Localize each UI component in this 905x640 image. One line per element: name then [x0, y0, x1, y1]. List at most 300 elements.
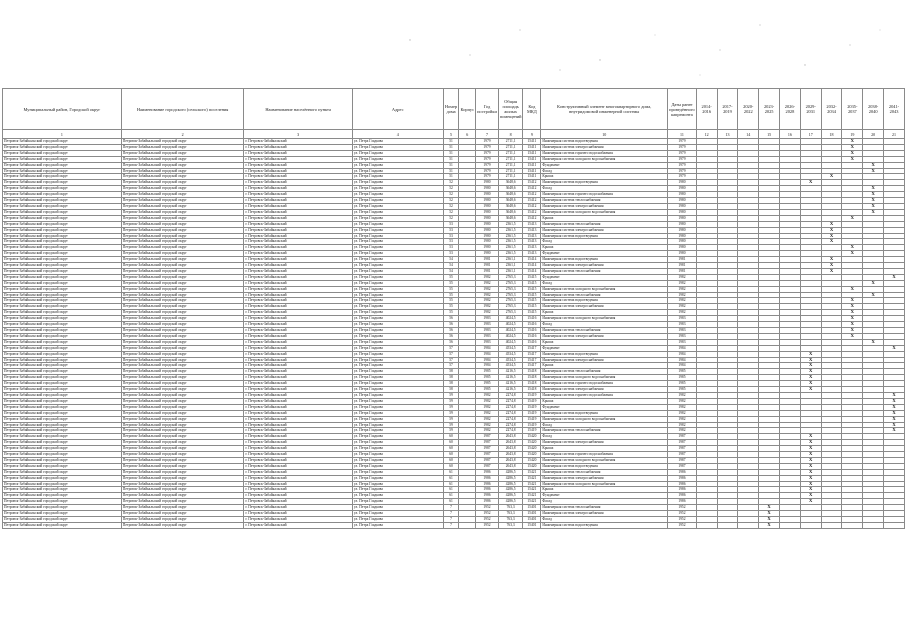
cell-year: 1981: [476, 257, 499, 263]
cell-code: 15412: [523, 186, 541, 192]
cell-element: Инженерная система теплоснабжения: [541, 328, 668, 334]
cell-year: 1982: [476, 416, 499, 422]
cell-element: Крыша: [541, 398, 668, 404]
cell-dates: 1983: [668, 333, 697, 339]
cell-code: 15414: [523, 263, 541, 269]
cell-period-mark: X: [800, 463, 821, 469]
cell-code: 15416: [523, 316, 541, 322]
cell-area: 4216,5: [498, 381, 523, 387]
cell-code: 15418: [523, 369, 541, 375]
cell-house: 58: [443, 369, 459, 375]
cell-district: Петровск-Забайкальский городской округ: [3, 180, 122, 186]
cell-element: Фасад: [541, 280, 668, 286]
cell-district: Петровск-Забайкальский городской округ: [3, 280, 122, 286]
table-row: [3, 522, 905, 528]
cell-locality: г. Петровск-Забайкальский: [244, 452, 352, 458]
column-index: 2: [121, 130, 244, 139]
cell-settlement: Петровск-Забайкальский городской округ: [121, 150, 244, 156]
cell-address: ул. Петра Гладкова: [352, 369, 443, 375]
cell-locality: г. Петровск-Забайкальский: [244, 398, 352, 404]
cell-settlement: Петровск-Забайкальский городской округ: [121, 209, 244, 215]
cell-area: 2274,8: [498, 404, 523, 410]
cell-code: 15401: [523, 517, 541, 523]
cell-settlement: Петровск-Забайкальский городской округ: [121, 463, 244, 469]
cell-house: 60: [443, 446, 459, 452]
cell-element: Фасад: [541, 322, 668, 328]
cell-period-mark: [717, 522, 738, 528]
cell-dates: 1986: [668, 481, 697, 487]
cell-house: 53: [443, 245, 459, 251]
cell-settlement: Петровск-Забайкальский городской округ: [121, 239, 244, 245]
cell-area: 2274,8: [498, 422, 523, 428]
cell-year: 1979: [476, 168, 499, 174]
cell-year: 1979: [476, 174, 499, 180]
cell-year: 1986: [476, 493, 499, 499]
cell-locality: г. Петровск-Забайкальский: [244, 322, 352, 328]
cell-settlement: Петровск-Забайкальский городской округ: [121, 522, 244, 528]
cell-code: 15419: [523, 404, 541, 410]
column-index: 21: [884, 130, 905, 139]
cell-period-mark: X: [759, 505, 780, 511]
cell-settlement: Петровск-Забайкальский городской округ: [121, 245, 244, 251]
cell-code: 15417: [523, 363, 541, 369]
cell-locality: г. Петровск-Забайкальский: [244, 457, 352, 463]
column-header: 2026-2028: [779, 89, 800, 130]
cell-district: Петровск-Забайкальский городской округ: [3, 469, 122, 475]
cell-settlement: Петровск-Забайкальский городской округ: [121, 156, 244, 162]
cell-dates: 1980: [668, 203, 697, 209]
cell-code: 15419: [523, 422, 541, 428]
cell-element: Инженерная система электроснабжения: [541, 263, 668, 269]
column-index: 5: [443, 130, 459, 139]
cell-period-mark: X: [884, 398, 905, 404]
cell-district: Петровск-Забайкальский городской округ: [3, 434, 122, 440]
cell-locality: г. Петровск-Забайкальский: [244, 463, 352, 469]
cell-dates: 1952: [668, 522, 697, 528]
column-index: 7: [476, 130, 499, 139]
cell-year: 1982: [476, 428, 499, 434]
cell-element: Инженерная система электроснабжения: [541, 357, 668, 363]
cell-settlement: Петровск-Забайкальский городской округ: [121, 192, 244, 198]
cell-district: Петровск-Забайкальский городской округ: [3, 192, 122, 198]
cell-address: ул. Петра Гладкова: [352, 517, 443, 523]
cell-area: 2711,1: [498, 144, 523, 150]
column-index: 12: [696, 130, 717, 139]
cell-address: ул. Петра Гладкова: [352, 310, 443, 316]
cell-year: 1982: [476, 274, 499, 280]
cell-district: Петровск-Забайкальский городской округ: [3, 375, 122, 381]
cell-address: ул. Петра Гладкова: [352, 505, 443, 511]
cell-element: Фасад: [541, 168, 668, 174]
cell-locality: г. Петровск-Забайкальский: [244, 203, 352, 209]
cell-year: 1982: [476, 286, 499, 292]
cell-address: ул. Петра Гладкова: [352, 186, 443, 192]
cell-year: 1980: [476, 203, 499, 209]
cell-locality: г. Петровск-Забайкальский: [244, 345, 352, 351]
cell-year: 1979: [476, 139, 499, 145]
cell-settlement: Петровск-Забайкальский городской округ: [121, 215, 244, 221]
cell-settlement: Петровск-Забайкальский городской округ: [121, 257, 244, 263]
cell-period-mark: X: [821, 268, 842, 274]
cell-locality: г. Петровск-Забайкальский: [244, 150, 352, 156]
column-index: 17: [800, 130, 821, 139]
cell-code: 15415: [523, 304, 541, 310]
spreadsheet: [2, 88, 905, 529]
cell-code: 15412: [523, 203, 541, 209]
cell-code: 15411: [523, 139, 541, 145]
cell-settlement: Петровск-Забайкальский городской округ: [121, 227, 244, 233]
cell-locality: г. Петровск-Забайкальский: [244, 251, 352, 257]
cell-house: 51: [443, 174, 459, 180]
cell-dates: 1979: [668, 162, 697, 168]
cell-element: Крыша: [541, 310, 668, 316]
cell-address: ул. Петра Гладкова: [352, 493, 443, 499]
cell-address: ул. Петра Гладкова: [352, 469, 443, 475]
cell-period-mark: [779, 522, 800, 528]
cell-code: 15413: [523, 233, 541, 239]
cell-district: Петровск-Забайкальский городской округ: [3, 198, 122, 204]
cell-dates: 1981: [668, 268, 697, 274]
cell-house: 59: [443, 428, 459, 434]
cell-address: ул. Петра Гладкова: [352, 481, 443, 487]
cell-locality: г. Петровск-Забайкальский: [244, 493, 352, 499]
cell-period-mark: X: [842, 328, 863, 334]
cell-address: ул. Петра Гладкова: [352, 144, 443, 150]
cell-settlement: Петровск-Забайкальский городской округ: [121, 369, 244, 375]
column-index: 9: [523, 130, 541, 139]
cell-house: 58: [443, 375, 459, 381]
cell-locality: г. Петровск-Забайкальский: [244, 381, 352, 387]
cell-locality: г. Петровск-Забайкальский: [244, 428, 352, 434]
cell-settlement: Петровск-Забайкальский городской округ: [121, 298, 244, 304]
cell-area: 2361,5: [498, 233, 523, 239]
cell-element: Фасад: [541, 517, 668, 523]
cell-address: ул. Петра Гладкова: [352, 345, 443, 351]
cell-period-mark: [821, 522, 842, 528]
cell-code: 15412: [523, 215, 541, 221]
cell-period-mark: X: [884, 416, 905, 422]
cell-area: 2711,1: [498, 168, 523, 174]
cell-area: 4216,5: [498, 387, 523, 393]
cell-locality: г. Петровск-Забайкальский: [244, 292, 352, 298]
cell-year: 1984: [476, 357, 499, 363]
cell-code: 15415: [523, 310, 541, 316]
cell-district: Петровск-Забайкальский городской округ: [3, 369, 122, 375]
cell-house: 59: [443, 392, 459, 398]
column-header: Адрес: [352, 89, 443, 130]
cell-period-mark: X: [800, 446, 821, 452]
cell-period-mark: X: [800, 452, 821, 458]
cell-address: ул. Петра Гладкова: [352, 487, 443, 493]
cell-locality: г. Петровск-Забайкальский: [244, 446, 352, 452]
cell-period-mark: X: [842, 150, 863, 156]
cell-period-mark: X: [842, 245, 863, 251]
cell-element: Фундамент: [541, 345, 668, 351]
cell-year: 1980: [476, 198, 499, 204]
cell-house: 51: [443, 168, 459, 174]
cell-dates: 1980: [668, 233, 697, 239]
cell-district: Петровск-Забайкальский городской округ: [3, 351, 122, 357]
cell-house: 52: [443, 186, 459, 192]
cell-address: ул. Петра Гладкова: [352, 410, 443, 416]
cell-dates: 1980: [668, 215, 697, 221]
cell-house: 57: [443, 351, 459, 357]
cell-element: Фундамент: [541, 162, 668, 168]
cell-element: Инженерная система теплоснабжения: [541, 369, 668, 375]
cell-dates: 1986: [668, 469, 697, 475]
cell-period-mark: X: [863, 209, 884, 215]
cell-house: 57: [443, 345, 459, 351]
cell-address: ул. Петра Гладкова: [352, 156, 443, 162]
cell-settlement: Петровск-Забайкальский городской округ: [121, 280, 244, 286]
cell-period-mark: X: [863, 280, 884, 286]
cell-year: 1952: [476, 517, 499, 523]
cell-dates: 1979: [668, 139, 697, 145]
cell-dates: 1982: [668, 286, 697, 292]
cell-area: 2361,1: [498, 268, 523, 274]
cell-district: Петровск-Забайкальский городской округ: [3, 522, 122, 528]
cell-settlement: Петровск-Забайкальский городской округ: [121, 475, 244, 481]
cell-address: ул. Петра Гладкова: [352, 339, 443, 345]
cell-house: 51: [443, 150, 459, 156]
cell-district: Петровск-Забайкальский городской округ: [3, 333, 122, 339]
cell-locality: г. Петровск-Забайкальский: [244, 416, 352, 422]
cell-house: 58: [443, 387, 459, 393]
cell-address: ул. Петра Гладкова: [352, 428, 443, 434]
cell-house: 59: [443, 422, 459, 428]
cell-element: Инженерная система водоотведения: [541, 463, 668, 469]
cell-address: ул. Петра Гладкова: [352, 434, 443, 440]
cell-year: 1980: [476, 209, 499, 215]
cell-house: 54: [443, 257, 459, 263]
cell-dates: 1983: [668, 328, 697, 334]
cell-area: 2274,8: [498, 398, 523, 404]
cell-element: Инженерная система водоотведения: [541, 351, 668, 357]
cell-code: 15414: [523, 257, 541, 263]
cell-period-mark: [696, 522, 717, 528]
column-index: 15: [759, 130, 780, 139]
cell-settlement: Петровск-Забайкальский городской округ: [121, 292, 244, 298]
cell-period-mark: X: [821, 221, 842, 227]
cell-year: 1982: [476, 298, 499, 304]
cell-dates: 1979: [668, 174, 697, 180]
column-index: 13: [717, 130, 738, 139]
cell-settlement: Петровск-Забайкальский городской округ: [121, 487, 244, 493]
cell-period-mark: X: [800, 499, 821, 505]
cell-locality: г. Петровск-Забайкальский: [244, 209, 352, 215]
cell-element: Инженерная система водоотведения: [541, 257, 668, 263]
cell-house: 52: [443, 203, 459, 209]
cell-locality: г. Петровск-Забайкальский: [244, 156, 352, 162]
cell-district: Петровск-Забайкальский городской округ: [3, 328, 122, 334]
cell-period-mark: X: [800, 434, 821, 440]
cell-address: ул. Петра Гладкова: [352, 168, 443, 174]
cell-element: Фундамент: [541, 251, 668, 257]
cell-element: Инженерная система электроснабжения: [541, 304, 668, 310]
column-index: 18: [821, 130, 842, 139]
cell-year: 1980: [476, 233, 499, 239]
cell-area: 3648,6: [498, 215, 523, 221]
cell-dates: 1987: [668, 452, 697, 458]
cell-house: 53: [443, 251, 459, 257]
capital-repair-table: [2, 88, 905, 529]
cell-district: Петровск-Забайкальский городской округ: [3, 487, 122, 493]
cell-settlement: Петровск-Забайкальский городской округ: [121, 322, 244, 328]
cell-element: Инженерная система теплоснабжения: [541, 428, 668, 434]
cell-locality: г. Петровск-Забайкальский: [244, 139, 352, 145]
cell-year: 1979: [476, 162, 499, 168]
cell-settlement: Петровск-Забайкальский городской округ: [121, 493, 244, 499]
cell-period-mark: X: [842, 286, 863, 292]
cell-year: 1979: [476, 156, 499, 162]
cell-area: 4286,5: [498, 487, 523, 493]
cell-code: 15415: [523, 280, 541, 286]
cell-period-mark: X: [821, 257, 842, 263]
cell-house: 59: [443, 404, 459, 410]
cell-house: 60: [443, 434, 459, 440]
cell-element: Инженерная система электроснабжения: [541, 203, 668, 209]
cell-period-mark: X: [884, 345, 905, 351]
column-header: Даты ранее проведённого капремонта: [668, 89, 697, 130]
cell-dates: 1982: [668, 404, 697, 410]
cell-house: 60: [443, 463, 459, 469]
cell-house: 51: [443, 156, 459, 162]
cell-period-mark: X: [800, 375, 821, 381]
column-header: Год постройки: [476, 89, 499, 130]
cell-locality: г. Петровск-Забайкальский: [244, 286, 352, 292]
cell-element: Инженерная система теплоснабжения: [541, 292, 668, 298]
cell-house: 56: [443, 316, 459, 322]
column-index: 16: [779, 130, 800, 139]
cell-settlement: Петровск-Забайкальский городской округ: [121, 404, 244, 410]
cell-settlement: Петровск-Забайкальский городской округ: [121, 446, 244, 452]
cell-year: 1987: [476, 463, 499, 469]
cell-address: ул. Петра Гладкова: [352, 274, 443, 280]
cell-district: Петровск-Забайкальский городской округ: [3, 452, 122, 458]
cell-dates: 1987: [668, 446, 697, 452]
cell-locality: г. Петровск-Забайкальский: [244, 245, 352, 251]
cell-address: ул. Петра Гладкова: [352, 457, 443, 463]
column-header: Муниципальный район, Городской округ: [3, 89, 122, 130]
cell-house: 59: [443, 416, 459, 422]
cell-year: 1981: [476, 268, 499, 274]
cell-element: Крыша: [541, 174, 668, 180]
cell-settlement: Петровск-Забайкальский городской округ: [121, 428, 244, 434]
cell-period-mark: X: [759, 522, 780, 528]
cell-dates: 1982: [668, 428, 697, 434]
column-header: 2017-2019: [717, 89, 738, 130]
cell-period-mark: [884, 522, 905, 528]
cell-locality: г. Петровск-Забайкальский: [244, 434, 352, 440]
cell-locality: г. Петровск-Забайкальский: [244, 392, 352, 398]
cell-element: Инженерная система теплоснабжения: [541, 505, 668, 511]
cell-district: Петровск-Забайкальский городской округ: [3, 298, 122, 304]
cell-house: 60: [443, 452, 459, 458]
cell-settlement: Петровск-Забайкальский городской округ: [121, 511, 244, 517]
cell-locality: г. Петровск-Забайкальский: [244, 505, 352, 511]
cell-year: 1982: [476, 310, 499, 316]
cell-settlement: Петровск-Забайкальский городской округ: [121, 398, 244, 404]
cell-settlement: Петровск-Забайкальский городской округ: [121, 452, 244, 458]
cell-house: 56: [443, 333, 459, 339]
cell-year: 1982: [476, 304, 499, 310]
cell-code: 15420: [523, 446, 541, 452]
cell-district: Петровск-Забайкальский городской округ: [3, 446, 122, 452]
column-index: 8: [498, 130, 523, 139]
cell-locality: г. Петровск-Забайкальский: [244, 469, 352, 475]
cell-year: 1987: [476, 440, 499, 446]
cell-code: 15420: [523, 440, 541, 446]
cell-settlement: Петровск-Забайкальский городской округ: [121, 144, 244, 150]
cell-code: 15412: [523, 209, 541, 215]
cell-area: 4534,5: [498, 363, 523, 369]
cell-code: 15417: [523, 345, 541, 351]
cell-house: 53: [443, 227, 459, 233]
cell-house: 55: [443, 292, 459, 298]
cell-area: 3648,6: [498, 186, 523, 192]
cell-district: Петровск-Забайкальский городской округ: [3, 233, 122, 239]
cell-address: ул. Петра Гладкова: [352, 192, 443, 198]
cell-code: 15413: [523, 221, 541, 227]
cell-area: 4024,5: [498, 316, 523, 322]
cell-address: ул. Петра Гладкова: [352, 475, 443, 481]
cell-area: 4024,5: [498, 322, 523, 328]
cell-code: 15411: [523, 144, 541, 150]
cell-area: 2274,8: [498, 428, 523, 434]
cell-locality: г. Петровск-Забайкальский: [244, 511, 352, 517]
cell-district: Петровск-Забайкальский городской округ: [3, 363, 122, 369]
cell-settlement: Петровск-Забайкальский городской округ: [121, 203, 244, 209]
cell-district: Петровск-Забайкальский городской округ: [3, 463, 122, 469]
cell-dates: 1987: [668, 434, 697, 440]
cell-code: 15412: [523, 192, 541, 198]
cell-code: 15416: [523, 339, 541, 345]
cell-locality: г. Петровск-Забайкальский: [244, 221, 352, 227]
cell-house: 61: [443, 487, 459, 493]
cell-address: ул. Петра Гладкова: [352, 522, 443, 528]
cell-year: 1980: [476, 251, 499, 257]
cell-area: 4286,5: [498, 481, 523, 487]
cell-code: 15418: [523, 381, 541, 387]
cell-area: 2361,5: [498, 245, 523, 251]
cell-address: ул. Петра Гладкова: [352, 292, 443, 298]
cell-dates: 1984: [668, 363, 697, 369]
cell-element: Инженерная система горячего водоснабжения: [541, 452, 668, 458]
cell-area: 4216,5: [498, 375, 523, 381]
cell-house: 55: [443, 298, 459, 304]
cell-area: 2711,1: [498, 139, 523, 145]
cell-area: 3648,6: [498, 192, 523, 198]
cell-period-mark: X: [800, 351, 821, 357]
cell-area: 3648,6: [498, 203, 523, 209]
cell-year: 1986: [476, 475, 499, 481]
cell-element: Крыша: [541, 363, 668, 369]
cell-year: 1987: [476, 452, 499, 458]
cell-locality: г. Петровск-Забайкальский: [244, 404, 352, 410]
cell-area: 2711,1: [498, 156, 523, 162]
cell-locality: г. Петровск-Забайкальский: [244, 298, 352, 304]
cell-element: Фасад: [541, 422, 668, 428]
cell-district: Петровск-Забайкальский городской округ: [3, 505, 122, 511]
cell-locality: г. Петровск-Забайкальский: [244, 517, 352, 523]
cell-code: 15413: [523, 239, 541, 245]
cell-settlement: Петровск-Забайкальский городской округ: [121, 263, 244, 269]
cell-house: 7: [443, 517, 459, 523]
column-index: 6: [459, 130, 476, 139]
cell-year: 1981: [476, 263, 499, 269]
cell-element: Инженерная система горячего водоснабжения: [541, 392, 668, 398]
cell-year: 1952: [476, 522, 499, 528]
